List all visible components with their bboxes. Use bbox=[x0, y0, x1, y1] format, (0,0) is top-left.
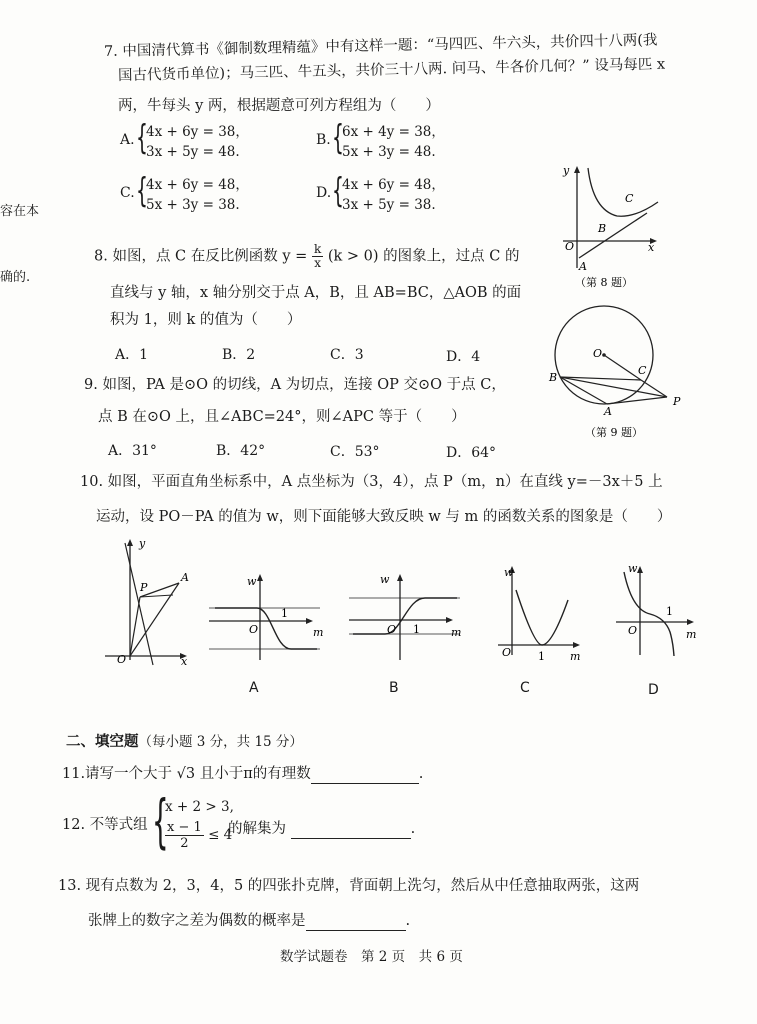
graph-a-label: A bbox=[249, 680, 259, 696]
q12-answer-blank[interactable] bbox=[291, 822, 411, 839]
graph-a-o: O bbox=[249, 623, 259, 636]
q13-answer-blank[interactable] bbox=[306, 914, 406, 931]
q7-option-b-eqs: 6x + 4y = 38， 5x + 3y = 48. bbox=[342, 124, 445, 160]
graph-a bbox=[205, 570, 330, 665]
q8-line1: 8. 如图，点 C 在反比例函数 y = $\frac{k}{x}$ (k > 0) 的图象上，过点 C 的 bbox=[94, 242, 520, 270]
brace: { bbox=[332, 118, 344, 158]
q7-line1: 7. 中国清代算书《御制数理精蕴》中有这样一题：“马四匹、牛六头，共价四十八两(我 bbox=[103, 32, 658, 60]
graph-d-o: O bbox=[628, 624, 638, 637]
section-2-heading: 二、填空题（每小题 3 分，共 15 分） bbox=[66, 733, 303, 750]
q10-fig-y-label: y bbox=[139, 537, 146, 550]
graph-d-label: D bbox=[648, 682, 659, 698]
graph-a-m: m bbox=[313, 626, 324, 639]
graph-c-one: 1 bbox=[538, 650, 545, 663]
margin-text-2: 确的. bbox=[0, 270, 31, 285]
q10-fig-a-label: A bbox=[181, 571, 189, 584]
q7-option-a-label: A. bbox=[120, 132, 135, 148]
fig8-o-label: O bbox=[565, 240, 575, 253]
figure-9 bbox=[545, 305, 695, 445]
q10-line1: 10. 如图，平面直角坐标系中，A 点坐标为（3，4），点 P（m，n）在直线 y=－3x＋5 上 bbox=[80, 474, 663, 490]
q7-line3: 两，牛每头 y 两，根据题意可列方程组为（ ） bbox=[118, 98, 440, 114]
graph-d-one: 1 bbox=[666, 605, 673, 618]
margin-text-1: 容在本 bbox=[0, 204, 40, 219]
q8-option-c: C．3 bbox=[330, 347, 364, 363]
q7-option-d-eqs: 4x + 6y = 48， 3x + 5y = 38. bbox=[342, 177, 445, 213]
q8-fraction: $\frac{k}{x}$ bbox=[313, 242, 322, 270]
q10-fig-o-label: O bbox=[117, 653, 127, 666]
fig8-b-label: B bbox=[598, 222, 607, 235]
q13-line2: 张牌上的数字之差为偶数的概率是 . bbox=[88, 913, 411, 929]
fig9-a-label: A bbox=[604, 405, 612, 418]
q13-line1: 13. 现有点数为 2，3，4，5 的四张扑克牌，背面朝上洗匀，然后从中任意抽取两张，这两 bbox=[58, 878, 640, 894]
fig8-a-label: A bbox=[579, 260, 587, 273]
q9-option-c: C．53° bbox=[330, 444, 380, 460]
graph-a-w: w bbox=[247, 575, 257, 588]
q7-line2: 国古代货币单位)；马三匹、牛五头，共价三十八两. 问马、牛各价几何？” 设马每匹 x bbox=[117, 56, 666, 84]
graph-c-w: w bbox=[504, 566, 514, 579]
q12-label: 12. 不等式组 bbox=[62, 817, 148, 833]
q8-line3: 积为 1，则 k 的值为（ ） bbox=[110, 312, 302, 328]
figure-8 bbox=[555, 158, 675, 293]
q7-option-c-label: C. bbox=[120, 185, 135, 201]
q10-line2: 运动，设 PO－PA 的值为 w，则下面能够大致反映 w 与 m 的函数关系的图象是（ ） bbox=[96, 509, 672, 525]
fig9-c-label: C bbox=[638, 364, 647, 377]
graph-b bbox=[345, 570, 470, 665]
q7-option-b-label: B. bbox=[316, 132, 331, 148]
graph-b-label: B bbox=[389, 680, 399, 696]
q9-option-a: A．31° bbox=[108, 443, 157, 459]
fig9-b-label: B bbox=[549, 371, 558, 384]
q8-option-a: A．1 bbox=[115, 347, 149, 363]
fig8-y-label: y bbox=[563, 164, 570, 177]
q9-option-d: D．64° bbox=[446, 445, 497, 461]
brace: { bbox=[136, 118, 148, 158]
question-11: 11.请写一个大于 √3 且小于π的有理数 . bbox=[62, 766, 424, 782]
q9-option-b: B．42° bbox=[216, 443, 266, 459]
graph-d bbox=[610, 560, 710, 665]
q12-post: 的解集为 . bbox=[228, 821, 416, 837]
graph-a-one: 1 bbox=[281, 607, 288, 620]
q11-answer-blank[interactable] bbox=[311, 767, 419, 784]
q7-option-a-eqs: 4x + 6y = 38， 3x + 5y = 48. bbox=[146, 124, 249, 160]
q10-figure bbox=[95, 535, 200, 670]
graph-b-m: m bbox=[451, 626, 462, 639]
fig8-x-label: x bbox=[648, 241, 655, 254]
brace: { bbox=[152, 787, 169, 855]
q9-line1: 9. 如图，PA 是⊙O 的切线，A 为切点，连接 OP 交⊙O 于点 C， bbox=[84, 377, 506, 393]
brace: { bbox=[136, 171, 148, 211]
q12-eq1: x + 2 > 3, bbox=[165, 799, 234, 815]
graph-b-one: 1 bbox=[413, 623, 420, 636]
page-footer: 数学试题卷 第 2 页 共 6 页 bbox=[280, 949, 463, 965]
q10-fig-x-label: x bbox=[181, 655, 188, 668]
fig9-caption: （第 9 题） bbox=[585, 426, 643, 439]
brace: { bbox=[332, 171, 344, 211]
q10-fig-p-label: P bbox=[140, 581, 148, 594]
graph-c-m: m bbox=[570, 650, 581, 663]
q12-eq2: $\frac{x - 1}{2}$ ≤ 4 bbox=[167, 820, 233, 851]
q8-option-b: B．2 bbox=[222, 347, 256, 363]
fig8-c-label: C bbox=[625, 192, 634, 205]
graph-c bbox=[490, 560, 590, 665]
q8-line2: 直线与 y 轴，x 轴分别交于点 A，B，且 AB=BC，△AOB 的面 bbox=[110, 285, 522, 301]
graph-c-label: C bbox=[520, 680, 530, 696]
q7-option-c-eqs: 4x + 6y = 48， 5x + 3y = 38. bbox=[146, 177, 249, 213]
graph-d-m: m bbox=[686, 628, 697, 641]
fig9-o-label: O bbox=[593, 347, 603, 360]
graph-b-o: O bbox=[387, 623, 397, 636]
fig9-p-label: P bbox=[673, 395, 681, 408]
q9-line2: 点 B 在⊙O 上，且∠ABC=24°，则∠APC 等于（ ） bbox=[98, 409, 466, 425]
fig8-caption: （第 8 题） bbox=[575, 276, 633, 289]
graph-d-w: w bbox=[628, 562, 638, 575]
graph-c-o: O bbox=[502, 646, 512, 659]
q7-option-d-label: D. bbox=[316, 185, 332, 201]
graph-b-w: w bbox=[380, 573, 390, 586]
q8-option-d: D．4 bbox=[446, 349, 481, 365]
